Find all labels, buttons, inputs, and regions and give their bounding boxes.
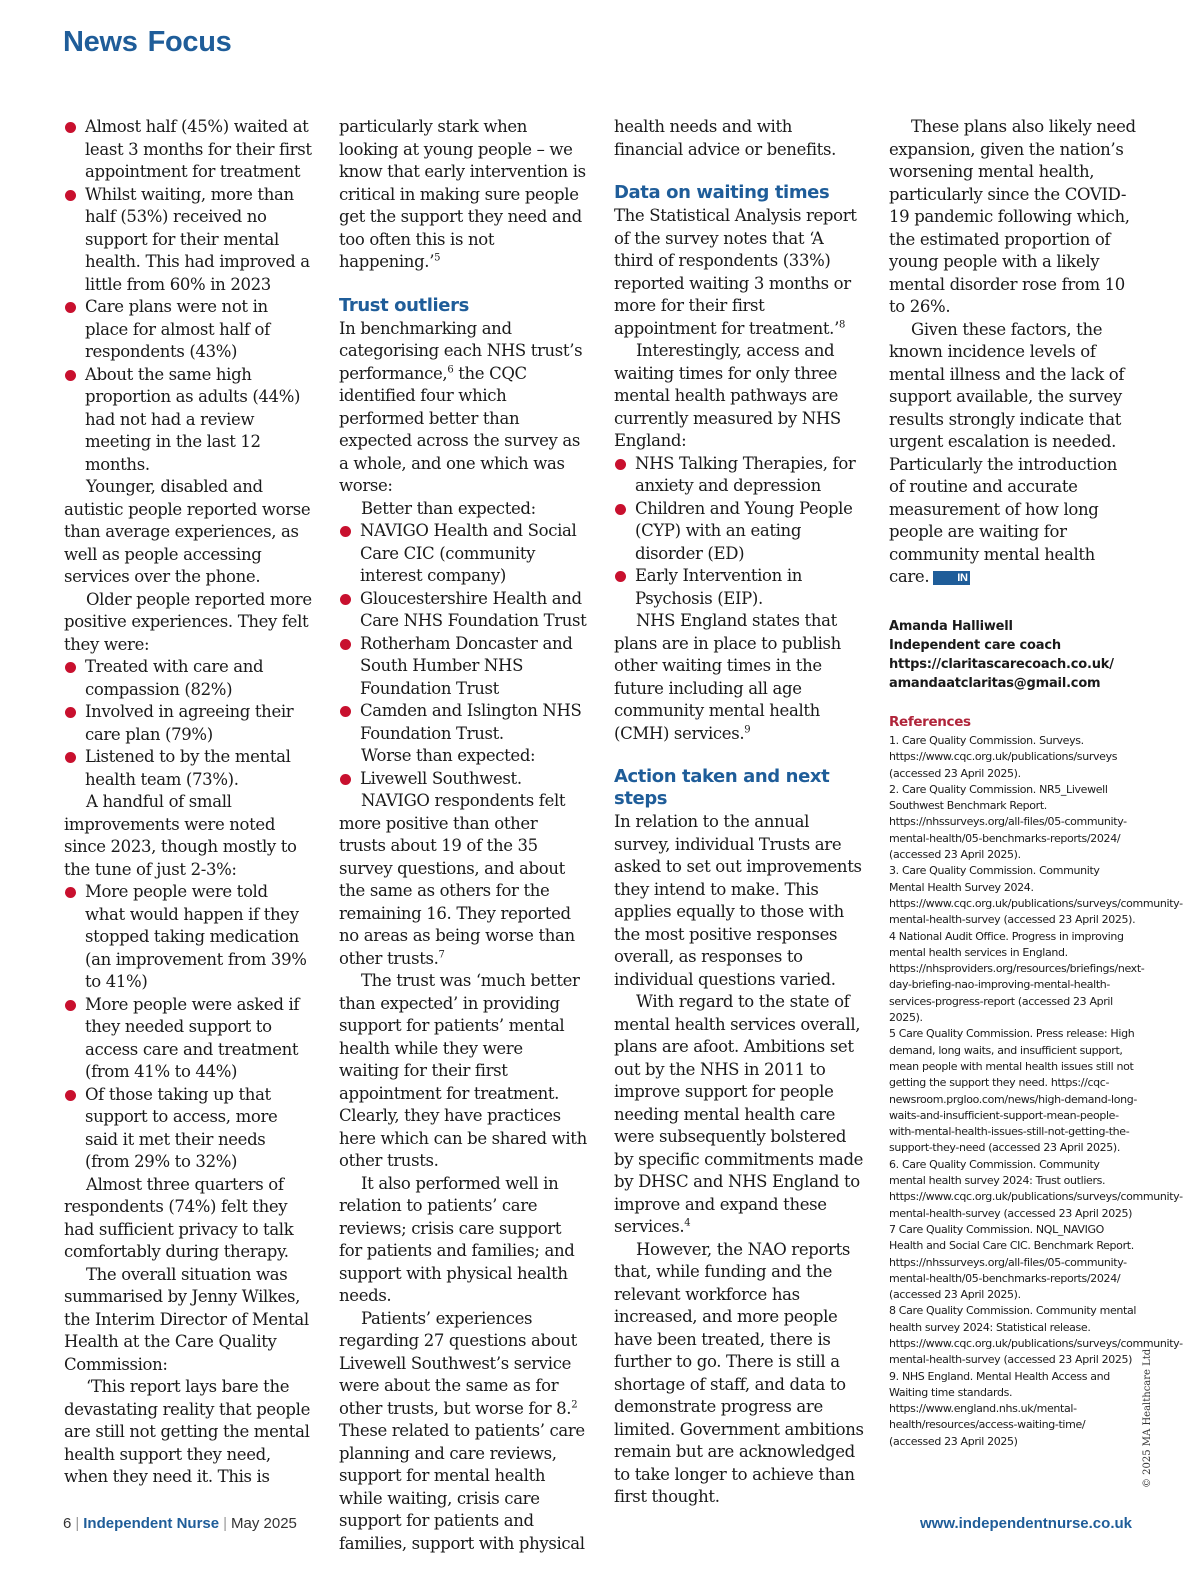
- list-item: NAVIGO Health and Social Care CIC (community interest company): [339, 520, 587, 588]
- paragraph: However, the NAO reports that, while funding and the relevant workforce has increased, and more people have been treated, there is further to go. There is still a shortage of staff, and data to demonstrate progress are limited. Government ambitions remain but are acknowledged to take longer to achieve than first thought.: [614, 1239, 864, 1506]
- paragraph-text: With regard to the state of mental health services overall, plans are afoot. Ambitions set out by the NHS in 2011 to improve support for people needing mental health care were subsequently bolstered by specific commitments made by DHSC and NHS England to improve and expand these services.: [614, 992, 864, 1236]
- list-item: Care plans were not in place for almost half of respondents (43%): [64, 296, 312, 364]
- citation: 9: [744, 724, 751, 735]
- column-2: [339, 116, 587, 1555]
- reference-item: 4 National Audit Office. Progress in improving mental health services in England. https://nhsproviders.org/resources/briefings/next-day-briefing-nao-improving-mental-health-services-progress-report (accessed 23 April 2025).: [889, 929, 1145, 1025]
- list-item: Camden and Islington NHS Foundation Trust.: [339, 700, 587, 745]
- paragraph: [339, 116, 587, 274]
- reference-item: 9. NHS England. Mental Health Access and Waiting time standards. https://www.england.nhs.uk/mental-health/resources/access-waiting-time/ (accessed 23 April 2025): [889, 1369, 1110, 1448]
- list-item: Treated with care and compassion (82%): [64, 656, 312, 701]
- copyright-notice: © 2025 MA Healthcare Ltd: [1142, 1348, 1153, 1488]
- heading-trust-outliers: Trust outliers: [339, 294, 469, 316]
- page-number: 6: [63, 1515, 72, 1532]
- list-item: More people were asked if they needed support to access care and treatment (from 41% to 44%): [64, 994, 312, 1084]
- url-prefix: www.independent: [920, 1515, 1048, 1532]
- paragraph: Older people reported more positive experiences. They felt they were:: [64, 589, 312, 654]
- paragraph: [339, 790, 587, 970]
- paragraph: The overall situation was summarised by Jenny Wilkes, the Interim Director of Mental Health at the Care Quality Commission:: [64, 1264, 309, 1374]
- paragraph: These plans also likely need expansion, given the nation’s worsening mental health, particularly since the COVID-19 pandemic following which, the estimated proportion of young people with a likely mental disorder rose from 10 to 26%.: [889, 117, 1136, 316]
- quote-paragraph: ‘This report lays bare the devastating reality that people are still not getting the mental health support they need, when they need it. This is: [64, 1377, 310, 1486]
- section-label: News: [63, 26, 138, 58]
- heading-waiting-times: Data on waiting times: [614, 182, 830, 203]
- paragraph-text: NAVIGO respondents felt more positive than other trusts about 19 of the 35 survey questions, and about the same as others for the remaining 16. They reported no areas as being worse than other trusts.: [339, 791, 575, 968]
- heading-action-taken: Action taken and next steps: [614, 766, 830, 809]
- subsection-label: Focus: [147, 26, 232, 58]
- reference-item: 8 Care Quality Commission. Community mental health survey 2024: Statistical release. https://www.cqc.org.uk/publications/surveys/community-mental-health-survey (accessed 23 April 2025): [889, 1304, 1183, 1367]
- list-item: About the same high proportion as adults (44%) had not had a review meeting in the last 12 months.: [64, 364, 312, 477]
- list-item: More people were told what would happen if they stopped taking medication (an improvement from 39% to 41%): [64, 881, 312, 994]
- bullet-list-older-people: [64, 656, 312, 791]
- reference-item: 5 Care Quality Commission. Press release: High demand, long waits, and insufficient support, mean people with mental health issues still not getting the support they need. https://cqc-newsroom.prgloo.com/news/high-demand-long-waits-and-insufficient-support-mean-people-with-mental-health-issues-still-not-getting-the-support-they-need (accessed 23 April 2025).: [889, 1027, 1137, 1155]
- paragraph-text: NHS England states that plans are in place to publish other waiting times in the future including all age community mental health (CMH) services.: [614, 611, 841, 743]
- paragraph-text: The Statistical Analysis report of the survey notes that ‘A third of respondents (33%) reported waiting 3 months or more for their first appointment for treatment.’: [614, 206, 857, 338]
- column-1: [64, 116, 312, 1489]
- citation: 6: [447, 364, 454, 375]
- paragraph: A handful of small improvements were noted since 2023, though mostly to the tune of just 2-3%:: [64, 792, 297, 879]
- url-bold: nurse: [1047, 1515, 1089, 1532]
- paragraph: It also performed well in relation to patients’ care reviews; crisis care support for patients and families; and support with physical health needs.: [339, 1173, 575, 1305]
- list-item: Children and Young People (CYP) with an eating disorder (ED): [614, 498, 864, 566]
- paragraph: [614, 205, 864, 340]
- paragraph: [339, 318, 587, 498]
- list-item: Gloucestershire Health and Care NHS Foundation Trust: [339, 588, 587, 633]
- list-item: Involved in agreeing their care plan (79%): [64, 701, 312, 746]
- list-item: Of those taking up that support to access, more said it met their needs (from 29% to 32%): [64, 1084, 312, 1174]
- list-item: Livewell Southwest.: [339, 768, 587, 791]
- paragraph: The trust was ‘much better than expected’ in providing support for patients’ mental health while they were waiting for their first appointment for treatment. Clearly, they have practices here which can be shared with other trusts.: [339, 971, 587, 1170]
- footer-separator: |: [75, 1515, 80, 1532]
- reference-item: 3. Care Quality Commission. Community Mental Health Survey 2024. https://www.cqc.org.uk/publications/surveys/community-mental-health-survey (accessed 23 April 2025).: [889, 864, 1183, 927]
- paragraph-text: Given these factors, the known incidence levels of mental illness and the lack of support available, the survey results strongly indicate that urgent escalation is needed. Particularly the introduction of routine and accurate measurement of how long people are waiting for community mental health care.: [889, 319, 1125, 586]
- paragraph: health needs and with financial advice or benefits.: [614, 117, 836, 159]
- paragraph-text: the CQC identified four which performed better than expected across the survey as a whole, and one which was worse:: [339, 363, 580, 495]
- bullet-list-better: [339, 520, 587, 745]
- bullet-list-pathways: [614, 453, 864, 611]
- paragraph: [889, 319, 1137, 589]
- references-heading: References: [889, 713, 971, 730]
- section-header: [63, 26, 241, 59]
- citation: 4: [684, 1217, 691, 1229]
- reference-item: 7 Care Quality Commission. NQL_NAVIGO Health and Social Care CIC. Benchmark Report. https://nhssurveys.org/all-files/05-community-mental-health/05-benchmarks-reports/2024/ (accessed 23 April 2025).: [889, 1222, 1134, 1302]
- list-item: Early Intervention in Psychosis (EIP).: [614, 565, 864, 610]
- reference-item: 6. Care Quality Commission. Community mental health survey 2024: Trust outliers. https://www.cqc.org.uk/publications/surveys/community-mental-health-survey (accessed 23 April 2025): [889, 1157, 1183, 1220]
- list-item: Rotherham Doncaster and South Humber NHS Foundation Trust: [339, 633, 587, 701]
- citation: 8: [838, 319, 845, 330]
- list-item: Whilst waiting, more than half (53%) received no support for their mental health. This had improved a little from 60% in 2023: [64, 184, 312, 297]
- paragraph-text: These related to patients’ care planning and care reviews, support for mental health while waiting, crisis care support for patients and families, support with physical: [339, 1421, 585, 1553]
- author-email-link[interactable]: amandaatclaritas@gmail.com: [889, 675, 1101, 691]
- paragraph: [339, 1308, 587, 1556]
- reference-item: 1. Care Quality Commission. Surveys. https://www.cqc.org.uk/publications/surveys (accessed 23 April 2025).: [889, 734, 1118, 780]
- label-worse: Worse than expected:: [361, 746, 536, 765]
- list-item: Almost half (45%) waited at least 3 months for their first appointment for treatment: [64, 116, 312, 184]
- footer-separator: |: [223, 1515, 228, 1532]
- bullet-list-findings: [64, 116, 312, 476]
- website-link[interactable]: [920, 1515, 1132, 1532]
- url-suffix: .co.uk: [1088, 1515, 1132, 1532]
- issue-date: May 2025: [231, 1515, 297, 1532]
- citation: 5: [434, 252, 441, 264]
- citation: 2: [571, 1399, 578, 1410]
- paragraph: [614, 610, 864, 745]
- citation: 7: [438, 949, 445, 960]
- bullet-list-worse: [339, 768, 587, 791]
- paragraph: Almost three quarters of respondents (74%) felt they had sufficient privacy to talk comfortably during therapy.: [64, 1174, 294, 1261]
- paragraph: Interestingly, access and waiting times for only three mental health pathways are currently measured by NHS England:: [614, 341, 841, 450]
- end-mark-logo: IN: [933, 571, 969, 585]
- paragraph-text: Patients’ experiences regarding 27 questions about Livewell Southwest’s service were about the same as for other trusts, but worse for 8.: [339, 1308, 577, 1418]
- publication-name: Independent Nurse: [83, 1515, 220, 1532]
- list-item: NHS Talking Therapies, for anxiety and depression: [614, 453, 864, 498]
- column-3: [614, 116, 864, 1509]
- footer-left: [63, 1515, 297, 1532]
- bullet-list-improvements: [64, 881, 312, 1174]
- paragraph: Younger, disabled and autistic people reported worse than average experiences, as well as people accessing services over the phone.: [64, 477, 311, 586]
- paragraph: [614, 991, 864, 1239]
- paragraph: In relation to the annual survey, individual Trusts are asked to set out improvements they intend to make. This applies equally to those with the most positive responses overall, as responses to individual questions varied.: [614, 812, 862, 989]
- paragraph-text: particularly stark when looking at young people – we know that early intervention is critical in making sure people get the support they need and too often this is not happening.’: [339, 117, 586, 271]
- author-name: Amanda Halliwell: [889, 618, 1013, 634]
- label-better: Better than expected:: [361, 498, 536, 518]
- list-item: Listened to by the mental health team (73%).: [64, 746, 312, 791]
- paragraph-text: In benchmarking and categorising each NHS trust’s performance,: [339, 318, 583, 383]
- author-block: [889, 617, 1137, 693]
- reference-item: 2. Care Quality Commission. NR5_Livewell Southwest Benchmark Report. https://nhssurveys.org/all-files/05-community-mental-health/05-benchmarks-reports/2024/ (accessed 23 April 2025).: [889, 782, 1127, 862]
- author-role: Independent care coach: [889, 637, 1061, 653]
- author-url-link[interactable]: https://claritascarecoach.co.uk/: [889, 656, 1114, 672]
